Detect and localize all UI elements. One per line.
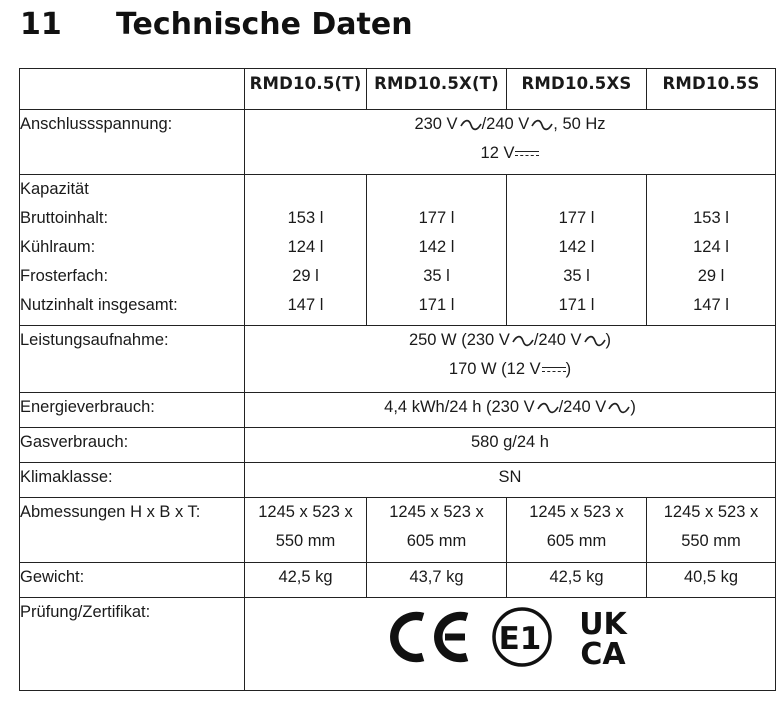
capacity-value: 29 l xyxy=(292,267,319,285)
weight-value-model-3: 42,5 kg xyxy=(507,563,647,598)
voltage-frequency: , 50 Hz xyxy=(553,115,606,133)
power-ac-240: /240 V xyxy=(533,331,582,349)
capacity-value: 124 l xyxy=(693,238,729,256)
ac-symbol-icon xyxy=(584,334,606,348)
certification-marks xyxy=(245,598,776,691)
certification-label: Prüfung/Zertifikat: xyxy=(20,598,245,691)
capacity-value: 29 l xyxy=(697,267,725,285)
capacity-heading: Kapazität xyxy=(20,180,89,198)
model-header-4: RMD10.5S xyxy=(647,69,776,110)
power-ac-230: 250 W (230 V xyxy=(408,331,510,349)
dimensions-value-model-4 xyxy=(647,498,776,563)
weight-value-model-2: 43,7 kg xyxy=(367,563,507,598)
ukca-line-ca: CA xyxy=(580,637,626,668)
dimensions-label: Abmessungen H x B x T: xyxy=(20,498,245,563)
capacity-value: 171 l xyxy=(558,296,595,314)
voltage-ac-230: 230 V xyxy=(414,115,458,133)
section-title: Technische Daten xyxy=(116,6,413,42)
dc-symbol-icon xyxy=(515,149,539,159)
ac-symbol-icon xyxy=(512,334,534,348)
energy-value-part: /240 V xyxy=(558,398,607,416)
e1-mark-icon xyxy=(491,606,553,668)
capacity-row-label: Frosterfach: xyxy=(20,267,109,285)
capacity-row-label: Bruttoinhalt: xyxy=(20,209,109,227)
weight-row xyxy=(20,563,776,598)
power-dc-12: 170 W (12 V xyxy=(448,360,541,378)
dimensions-line: 550 mm xyxy=(275,532,336,550)
capacity-value: 35 l xyxy=(563,267,590,285)
capacity-value: 177 l xyxy=(418,209,455,227)
certification-row xyxy=(20,598,776,691)
dimensions-value-model-1 xyxy=(245,498,367,563)
ce-mark-icon xyxy=(385,607,473,667)
capacity-values-model-2 xyxy=(367,175,507,326)
climate-label: Klimaklasse: xyxy=(20,463,245,498)
model-header-row xyxy=(20,69,776,110)
climate-value: SN xyxy=(245,463,776,498)
capacity-value: 153 l xyxy=(693,209,729,227)
energy-value-part: ) xyxy=(630,398,636,416)
capacity-row-label: Nutzinhalt insgesamt: xyxy=(20,296,178,314)
ac-symbol-icon xyxy=(460,118,482,132)
power-close-paren: ) xyxy=(605,331,612,349)
capacity-value: 147 l xyxy=(287,296,324,314)
capacity-row xyxy=(20,175,776,326)
energy-value-part: 4,4 kWh/24 h (230 V xyxy=(384,398,535,416)
header-corner-cell xyxy=(20,69,245,110)
dimensions-line: 1245 x 523 x xyxy=(529,503,624,521)
ac-symbol-icon xyxy=(608,401,630,415)
dimensions-line: 1245 x 523 x xyxy=(258,503,353,521)
section-heading xyxy=(20,2,413,46)
gas-value: 580 g/24 h xyxy=(245,428,776,463)
climate-row xyxy=(20,463,776,498)
weight-label: Gewicht: xyxy=(20,563,245,598)
dc-symbol-icon xyxy=(542,365,566,375)
weight-value-model-4: 40,5 kg xyxy=(647,563,776,598)
voltage-ac-240: /240 V xyxy=(481,115,530,133)
capacity-value: 147 l xyxy=(693,296,729,314)
e1-mark-text: E1 xyxy=(498,621,542,657)
gas-label: Gasverbrauch: xyxy=(20,428,245,463)
capacity-row-label: Kühlraum: xyxy=(20,238,96,256)
capacity-values-model-3 xyxy=(507,175,647,326)
energy-label: Energieverbrauch: xyxy=(20,393,245,428)
ukca-mark-icon xyxy=(571,606,635,668)
model-header-3: RMD10.5XS xyxy=(507,69,647,110)
dimensions-line: 605 mm xyxy=(546,532,607,550)
model-header-2: RMD10.5X(T) xyxy=(367,69,507,110)
voltage-dc-12: 12 V xyxy=(480,144,515,162)
ac-symbol-icon xyxy=(537,401,559,415)
capacity-value: 35 l xyxy=(423,267,450,285)
dimensions-line: 605 mm xyxy=(406,532,467,550)
capacity-values-model-4 xyxy=(647,175,776,326)
capacity-value: 171 l xyxy=(418,296,455,314)
dimensions-line: 550 mm xyxy=(681,532,741,550)
capacity-value: 142 l xyxy=(558,238,595,256)
energy-value xyxy=(245,393,776,428)
section-number: 11 xyxy=(20,6,62,42)
capacity-labels xyxy=(20,175,245,326)
model-header-1: RMD10.5(T) xyxy=(245,69,367,110)
voltage-value xyxy=(245,110,776,175)
energy-row xyxy=(20,393,776,428)
ac-symbol-icon xyxy=(531,118,553,132)
dimensions-value-model-2 xyxy=(367,498,507,563)
capacity-value: 124 l xyxy=(287,238,324,256)
gas-row xyxy=(20,428,776,463)
capacity-value: 177 l xyxy=(558,209,595,227)
dimensions-value-model-3 xyxy=(507,498,647,563)
power-close-paren: ) xyxy=(565,360,572,378)
dimensions-line: 1245 x 523 x xyxy=(663,503,759,521)
dimensions-line: 1245 x 523 x xyxy=(389,503,484,521)
dimensions-row xyxy=(20,498,776,563)
capacity-values-model-1 xyxy=(245,175,367,326)
power-label: Leistungsaufnahme: xyxy=(20,326,245,393)
technical-data-table xyxy=(19,68,776,691)
voltage-row xyxy=(20,110,776,175)
voltage-label: Anschlussspannung: xyxy=(20,110,245,175)
power-value xyxy=(245,326,776,393)
power-row xyxy=(20,326,776,393)
capacity-value: 153 l xyxy=(287,209,324,227)
capacity-value: 142 l xyxy=(418,238,455,256)
ukca-line-uk: UK xyxy=(579,607,627,642)
weight-value-model-1: 42,5 kg xyxy=(245,563,367,598)
